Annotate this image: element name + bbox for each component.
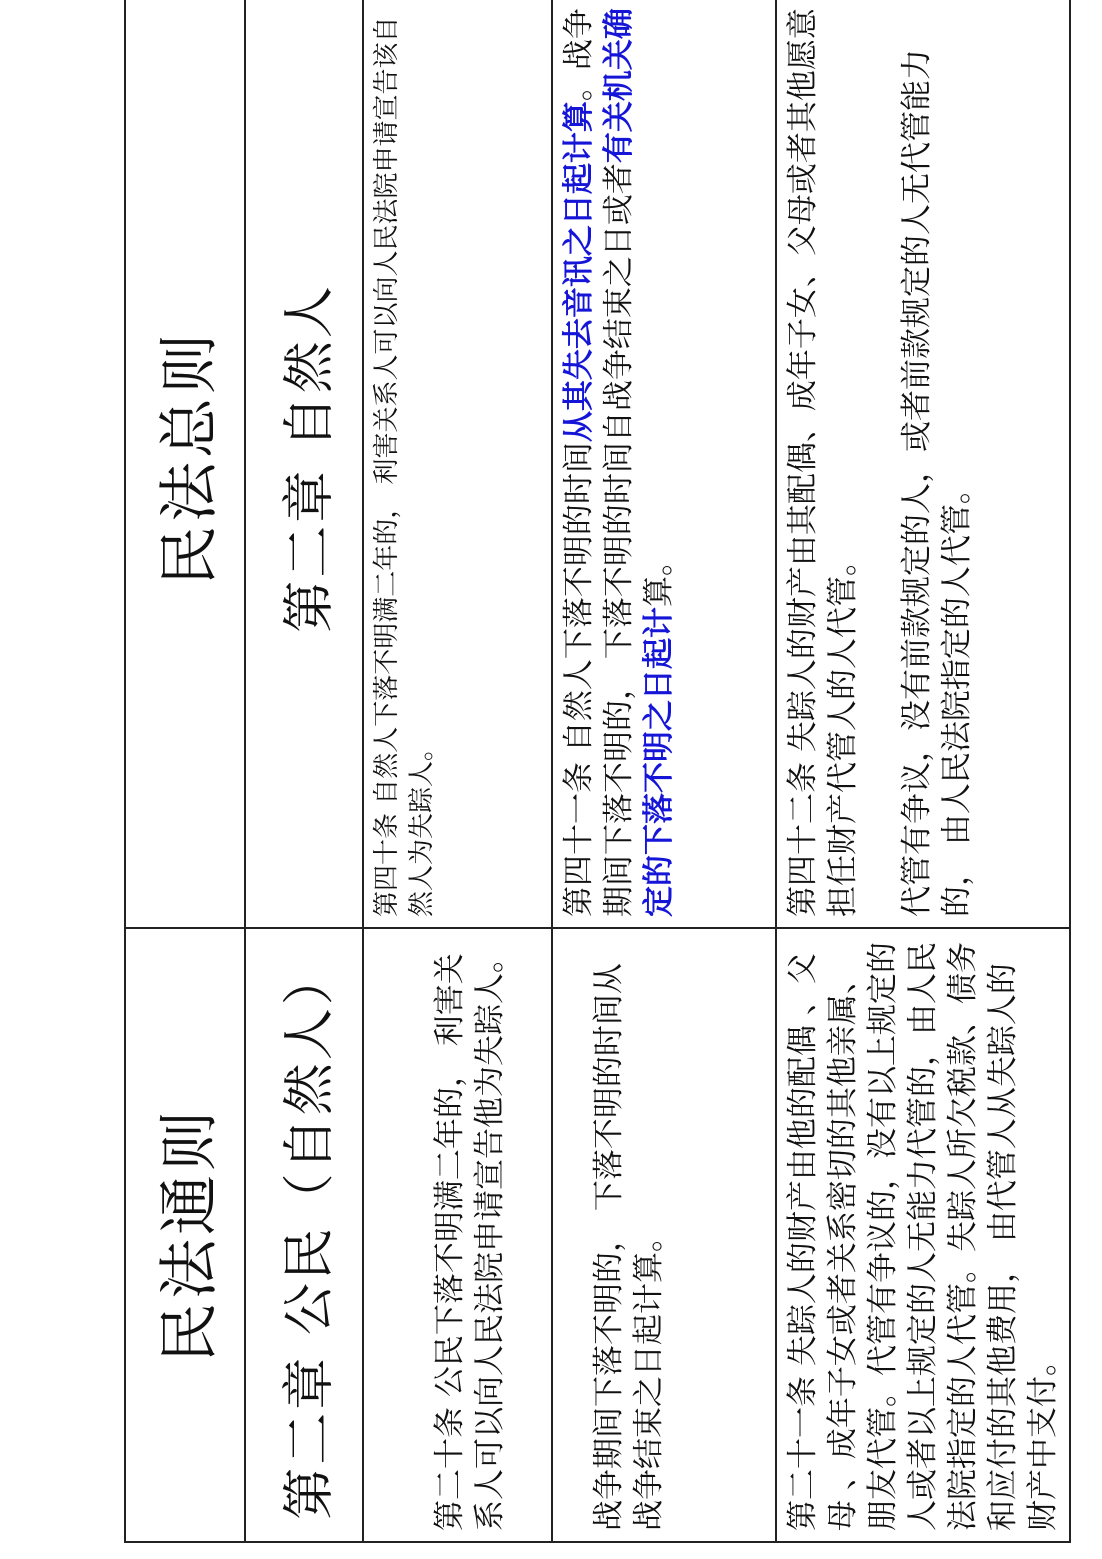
right-article-40-cell: [363, 0, 552, 928]
article-41-highlight-1: 从其失去音讯之日起计算: [561, 101, 597, 443]
right-article-41-cell: [552, 0, 776, 928]
left-article-21-cell: [776, 928, 1070, 1542]
right-article-42-para-1: 第四十二条 失踪人的财产由其配偶、成年子女、父母或者其他愿意担任财产代管人的人代管。: [785, 8, 861, 917]
right-article-42-cell: [776, 0, 1070, 928]
right-article-42-para-2: 代管有争议，没有前款规定的人，或者前款规定的人无代管能力的， 由人民法院指定的人代管。: [899, 49, 975, 917]
article-41-text-3: 算。: [641, 545, 677, 607]
article-41-highlight-2: 有关机关确定的下落不明之日起计: [601, 8, 677, 917]
left-article-20: 第二十条 公民下落不明满二年的， 利害关系人可以向人民法院申请宣告他为失踪人。: [432, 942, 508, 1531]
left-war-clause-cell: [552, 928, 776, 1542]
comparison-table: [124, 0, 1071, 1543]
left-article-20-cell: [363, 928, 552, 1542]
left-article-21: 第二十一条 失踪人的财产由他的配偶 、父母 、成年子女或者关系密切的其他亲属、朋友代管。代管有争议的，没有以上规定的人或者以上规定的人无能力代管的，由人民法院指定的人代管。失踪人所欠税款、债务和应付的其他费用， 由代管人从失踪人的财产中支付。: [785, 942, 1061, 1531]
left-war-clause: 战争期间下落不明的， 下落不明的时间从战争结束之日起计算。: [591, 963, 667, 1531]
article-41-text-1: 第四十一条 自然人下落不明的时间: [561, 442, 597, 917]
right-article-40: 第四十条 自然人下落不明满二年的， 利害关系人可以向人民法院申请宣告该自然人为失踪人。: [372, 16, 437, 917]
article-41-text-2: 。战争期间下落不明的， 下落不明的时间自战争结束之日或者: [561, 8, 637, 917]
right-chapter: 第二章 自然人: [245, 0, 363, 928]
right-article-41: [559, 0, 679, 917]
right-title: 民法总则: [125, 0, 245, 928]
left-title: 民法通则: [125, 928, 245, 1542]
comparison-page: [124, 8, 1061, 1543]
left-chapter: 第二章 公民（自然人）: [245, 928, 363, 1542]
